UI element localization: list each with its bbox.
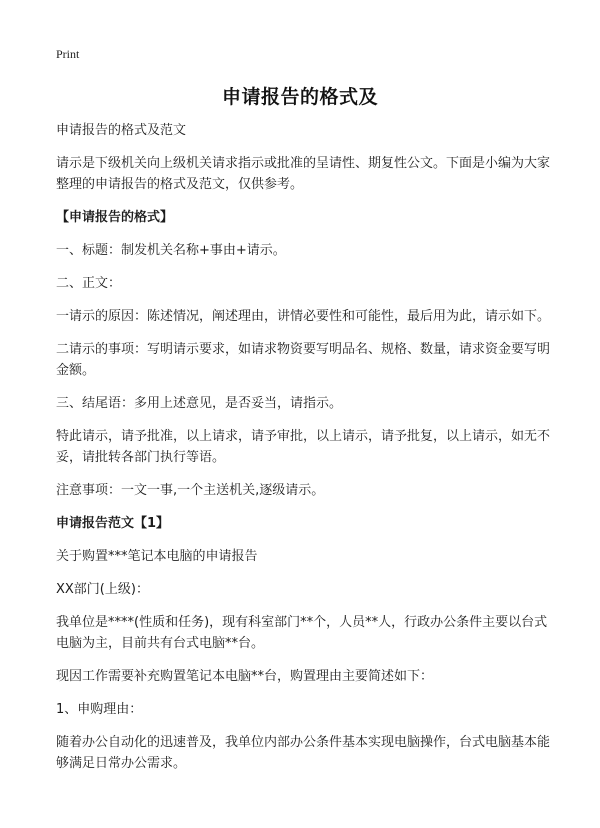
- document-title: 申请报告的格式及: [221, 86, 378, 108]
- paragraph-body-rule: 二、正文：: [56, 276, 122, 291]
- paragraph-reason-heading: 1、申购理由：: [56, 702, 143, 717]
- paragraph-title-rule: 一、标题：制发机关名称+事由+请示。: [56, 243, 286, 258]
- paragraph-unit-description: 我单位是****(性质和任务)，现有科室部门**个，人员**人，行政办公条件主要以台式电脑为主，目前共有台式电脑**台。: [56, 615, 548, 651]
- print-label: Print: [56, 47, 80, 61]
- paragraph-notes: 注意事项：一文一事,一个主送机关,逐级请示。: [56, 483, 325, 498]
- paragraph-closing-phrases: 特此请示，请予批准，以上请求，请予审批，以上请示，请予批复，以上请示，如无不妥，请批转各部门执行等语。: [56, 429, 551, 465]
- paragraph-purchase-request: 现因工作需要补充购置笔记本电脑**台，购置理由主要简述如下：: [56, 669, 434, 684]
- paragraph-intro: 请示是下级机关向上级机关请求指示或批准的呈请性、期复性公文。下面是小编为大家整理的申请报告的格式及范文，仅供参考。: [56, 156, 551, 192]
- paragraph-recipient: XX部门(上级)：: [56, 582, 149, 597]
- section-heading-example: 申请报告范文【1】: [56, 516, 170, 531]
- document-body: [56, 120, 556, 786]
- paragraph-intro-heading: 申请报告的格式及范文: [56, 123, 187, 138]
- paragraph-items: 二请示的事项：写明请示要求，如请求物资要写明品名、规格、数量，请求资金要写明金额。: [56, 342, 551, 378]
- paragraph-example-title: 关于购置***笔记本电脑的申请报告: [56, 549, 258, 564]
- paragraph-closing: 三、结尾语：多用上述意见，是否妥当，请指示。: [56, 396, 343, 411]
- paragraph-reason-detail: 随着办公自动化的迅速普及，我单位内部办公条件基本实现电脑操作，台式电脑基本能够满足日常办公需求。: [56, 735, 551, 771]
- paragraph-reason: 一请示的原因：陈述情况，阐述理由，讲情必要性和可能性，最后用为此，请示如下。: [56, 309, 551, 324]
- section-heading-format: 【申请报告的格式】: [56, 210, 174, 225]
